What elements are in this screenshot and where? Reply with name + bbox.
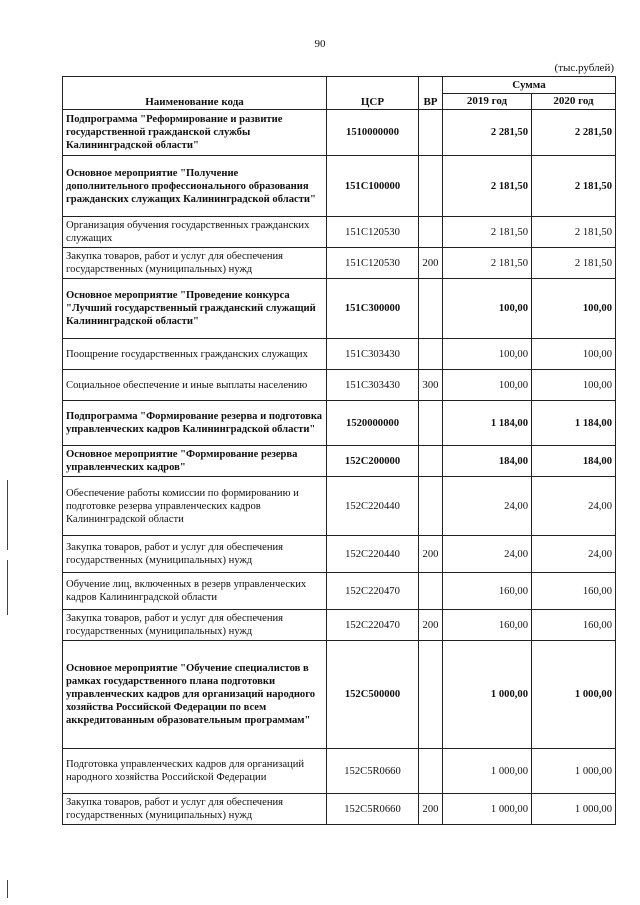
row-csr: 151С303430 (327, 370, 419, 401)
row-csr: 151С300000 (327, 279, 419, 339)
row-csr: 151С303430 (327, 339, 419, 370)
header-year-2020: 2020 год (532, 94, 616, 110)
margin-mark (7, 560, 8, 615)
row-sum-2019: 100,00 (443, 339, 532, 370)
row-sum-2019: 1 184,00 (443, 401, 532, 446)
row-name: Социальное обеспечение и иные выплаты населению (63, 370, 327, 401)
budget-table (62, 76, 616, 825)
row-vr: 200 (419, 248, 443, 279)
table-row (63, 339, 616, 370)
table-row (63, 794, 616, 825)
table-body (63, 110, 616, 825)
row-vr (419, 641, 443, 749)
row-vr (419, 110, 443, 156)
table-row (63, 217, 616, 248)
table-row (63, 401, 616, 446)
row-name: Организация обучения государственных гражданских служащих (63, 217, 327, 248)
row-sum-2019: 160,00 (443, 610, 532, 641)
row-name: Подпрограмма "Реформирование и развитие государственной гражданской службы Калининградской области" (63, 110, 327, 156)
row-vr (419, 401, 443, 446)
row-name: Закупка товаров, работ и услуг для обеспечения государственных (муниципальных) нужд (63, 610, 327, 641)
row-vr (419, 156, 443, 217)
row-vr (419, 446, 443, 477)
row-vr (419, 339, 443, 370)
row-sum-2020: 100,00 (532, 279, 616, 339)
row-csr: 152С220440 (327, 477, 419, 536)
row-name: Основное мероприятие "Формирование резерва управленческих кадров" (63, 446, 327, 477)
row-sum-2019: 2 181,50 (443, 217, 532, 248)
row-vr (419, 749, 443, 794)
row-vr: 200 (419, 610, 443, 641)
row-csr: 151С120530 (327, 248, 419, 279)
row-csr: 151С120530 (327, 217, 419, 248)
row-sum-2020: 184,00 (532, 446, 616, 477)
table-row (63, 477, 616, 536)
row-sum-2019: 100,00 (443, 370, 532, 401)
header-vr: ВР (419, 77, 443, 110)
row-name: Обеспечение работы комиссии по формированию и подготовке резерва управленческих кадров Калининградской области (63, 477, 327, 536)
row-name: Основное мероприятие "Обучение специалистов в рамках государственного плана подготовки управленческих кадров для организаций народного хозяйства Российской Федерации по всем аккредитованным образовательным программам" (63, 641, 327, 749)
row-sum-2020: 160,00 (532, 573, 616, 610)
row-sum-2020: 1 000,00 (532, 794, 616, 825)
row-name: Закупка товаров, работ и услуг для обеспечения государственных (муниципальных) нужд (63, 794, 327, 825)
row-sum-2020: 2 181,50 (532, 217, 616, 248)
table-row (63, 279, 616, 339)
row-sum-2019: 160,00 (443, 573, 532, 610)
row-sum-2020: 1 000,00 (532, 749, 616, 794)
row-vr: 200 (419, 536, 443, 573)
row-sum-2019: 2 181,50 (443, 248, 532, 279)
table-row (63, 110, 616, 156)
table-row (63, 610, 616, 641)
table-row (63, 536, 616, 573)
margin-mark (7, 880, 8, 898)
row-csr: 151С100000 (327, 156, 419, 217)
table-row (63, 156, 616, 217)
row-sum-2020: 1 000,00 (532, 641, 616, 749)
row-csr: 152С5R0660 (327, 749, 419, 794)
row-name: Подпрограмма "Формирование резерва и подготовка управленческих кадров Калининградской области" (63, 401, 327, 446)
row-vr: 300 (419, 370, 443, 401)
row-name: Основное мероприятие "Получение дополнительного профессионального образования гражданских служащих Калининградской области" (63, 156, 327, 217)
row-sum-2020: 2 181,50 (532, 248, 616, 279)
row-sum-2019: 2 181,50 (443, 156, 532, 217)
row-sum-2020: 160,00 (532, 610, 616, 641)
table-row (63, 248, 616, 279)
row-sum-2019: 24,00 (443, 536, 532, 573)
row-csr: 152С220470 (327, 610, 419, 641)
row-vr (419, 217, 443, 248)
header-year-2019: 2019 год (443, 94, 532, 110)
row-sum-2019: 1 000,00 (443, 749, 532, 794)
row-csr: 152С200000 (327, 446, 419, 477)
row-csr: 152С500000 (327, 641, 419, 749)
row-csr: 152С5R0660 (327, 794, 419, 825)
table-row (63, 573, 616, 610)
row-sum-2019: 100,00 (443, 279, 532, 339)
row-sum-2020: 24,00 (532, 477, 616, 536)
table-row (63, 446, 616, 477)
row-csr: 152С220470 (327, 573, 419, 610)
table-row (63, 370, 616, 401)
row-sum-2020: 100,00 (532, 339, 616, 370)
row-sum-2020: 24,00 (532, 536, 616, 573)
row-sum-2019: 1 000,00 (443, 794, 532, 825)
row-name: Основное мероприятие "Проведение конкурса "Лучший государственный гражданский служащий Калининградской области" (63, 279, 327, 339)
row-sum-2019: 1 000,00 (443, 641, 532, 749)
row-vr (419, 573, 443, 610)
row-vr: 200 (419, 794, 443, 825)
row-name: Закупка товаров, работ и услуг для обеспечения государственных (муниципальных) нужд (63, 536, 327, 573)
table-row (63, 749, 616, 794)
row-name: Закупка товаров, работ и услуг для обеспечения государственных (муниципальных) нужд (63, 248, 327, 279)
row-sum-2019: 24,00 (443, 477, 532, 536)
units-label: (тыс.рублей) (554, 62, 614, 74)
row-csr: 152С220440 (327, 536, 419, 573)
row-csr: 1520000000 (327, 401, 419, 446)
row-vr (419, 477, 443, 536)
row-name: Обучение лиц, включенных в резерв управленческих кадров Калининградской области (63, 573, 327, 610)
row-sum-2019: 2 281,50 (443, 110, 532, 156)
row-name: Поощрение государственных гражданских служащих (63, 339, 327, 370)
row-sum-2020: 100,00 (532, 370, 616, 401)
header-csr: ЦСР (327, 77, 419, 110)
row-vr (419, 279, 443, 339)
row-csr: 1510000000 (327, 110, 419, 156)
row-sum-2019: 184,00 (443, 446, 532, 477)
row-name: Подготовка управленческих кадров для организаций народного хозяйства Российской Федерации (63, 749, 327, 794)
header-sum: Сумма (443, 77, 616, 94)
table-row (63, 641, 616, 749)
row-sum-2020: 2 281,50 (532, 110, 616, 156)
row-sum-2020: 1 184,00 (532, 401, 616, 446)
row-sum-2020: 2 181,50 (532, 156, 616, 217)
page-number: 90 (314, 38, 326, 50)
margin-mark (7, 480, 8, 550)
header-name: Наименование кода (63, 77, 327, 110)
